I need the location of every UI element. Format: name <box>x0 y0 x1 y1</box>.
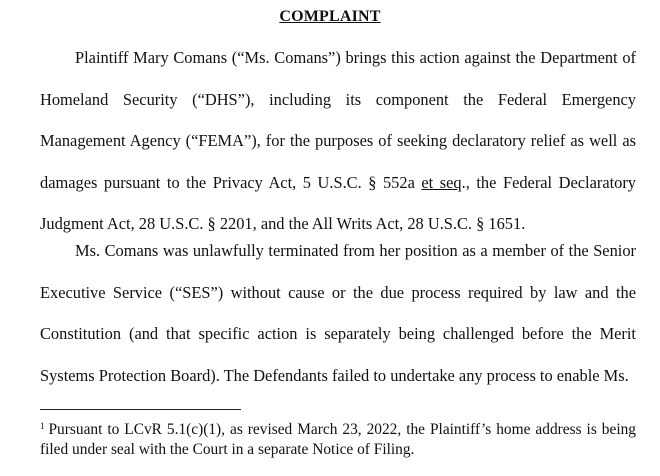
footnote-marker: 1 <box>40 421 45 431</box>
footnote-text: Pursuant to LCvR 5.1(c)(1), as revised March 23, 2022, the Plaintiff’s home address is being filed under seal with the Court in a separate Notice of Filing. <box>40 421 636 458</box>
document-heading: COMPLAINT <box>279 8 381 25</box>
paragraph-parties-text: Plaintiff Mary Comans (“Ms. Comans”) brings this action against the Department of Homeland Security (“DHS”), including its component the Federal Emergency Management Agency (“FEMA”), for the purposes of seeking declaratory relief as well as damages pursuant to the Privacy Act, 5 U.S.C. § 552a <box>40 48 636 192</box>
paragraph-parties-text-end: ., the Federal Declaratory Judgment Act, 28 U.S.C. § 2201, and the All Writs Act, 28 U.S.C. § 1651. <box>40 172 637 233</box>
et-seq-citation: et seq <box>421 172 462 192</box>
footnote <box>40 416 636 460</box>
paragraph-parties <box>40 37 636 245</box>
footnote-divider <box>40 409 241 410</box>
paragraph-termination: Ms. Comans was unlawfully terminated from her position as a member of the Senior Executive Service (“SES”) without cause or the due process required by law and the Constitution (and that specific action is separately being challenged before the Merit Systems Protection Board). The Defendants failed to undertake any process to enable Ms. <box>40 241 636 385</box>
